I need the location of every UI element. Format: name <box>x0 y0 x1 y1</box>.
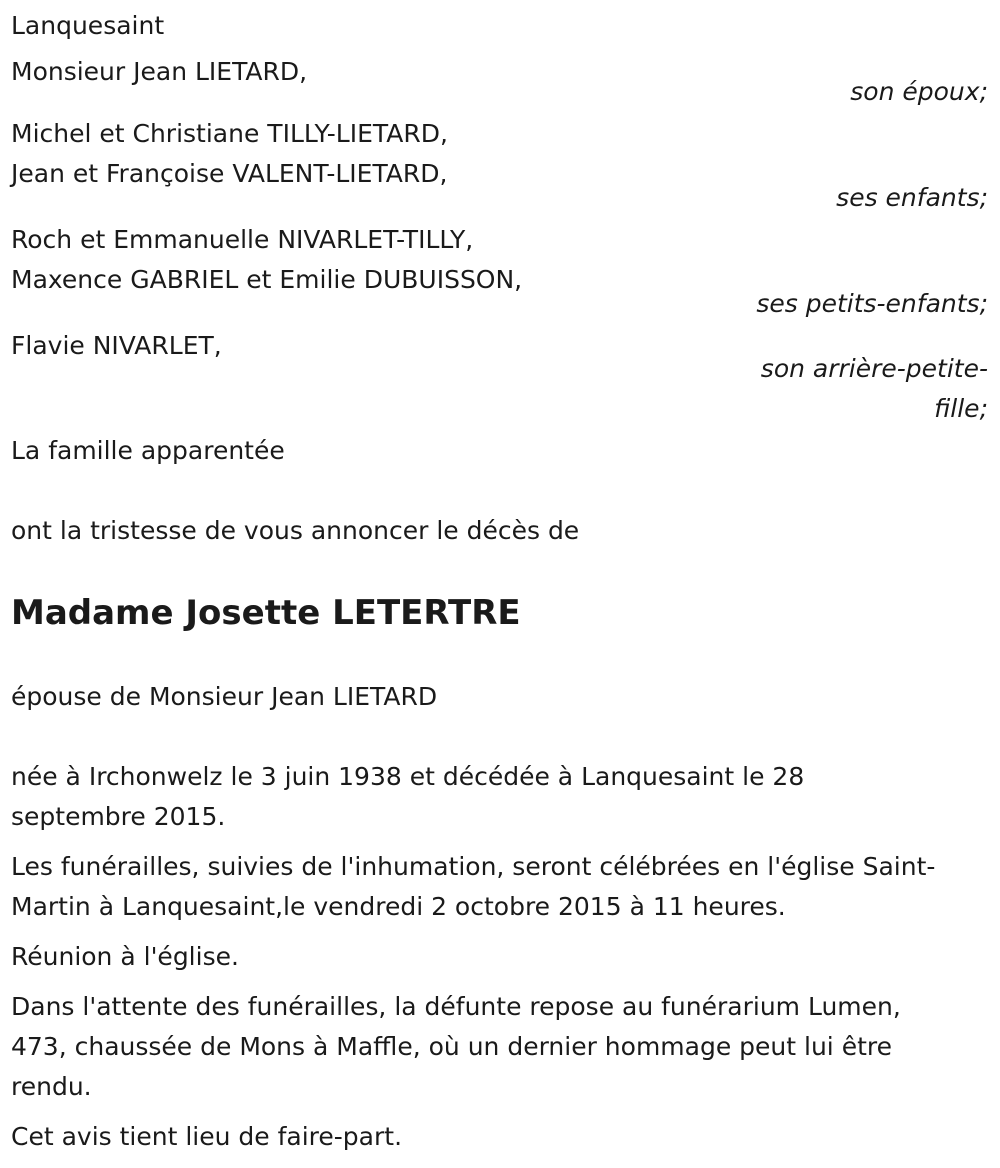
family-relation: ses petits-enfants; <box>756 289 988 318</box>
family-group-grandchildren <box>11 220 990 324</box>
wake-line: rendu. <box>11 1072 92 1101</box>
deceased-name: Madame Josette LETERTRE <box>11 593 521 633</box>
family-name: Roch et Emmanuelle NIVARLET-TILLY, <box>11 225 474 254</box>
locality: Lanquesaint <box>11 11 165 40</box>
family-name: Michel et Christiane TILLY-LIETARD, <box>11 119 448 148</box>
birth-death-line: née à Irchonwelz le 3 juin 1938 et décédée à Lanquesaint le 28 <box>11 762 805 791</box>
family-relation: son époux; <box>850 77 988 106</box>
meeting-info: Réunion à l'église. <box>11 942 239 971</box>
birth-death-line: septembre 2015. <box>11 802 226 831</box>
related-family: La famille apparentée <box>11 436 285 465</box>
funeral-info <box>11 847 990 927</box>
family-relation: son arrière-petite- <box>760 354 988 383</box>
spouse-of: épouse de Monsieur Jean LIETARD <box>11 682 438 711</box>
wake-line: Dans l'attente des funérailles, la défunte repose au funérarium Lumen, <box>11 992 901 1021</box>
notice: Cet avis tient lieu de faire-part. <box>11 1122 403 1151</box>
family-group-great-grandchild <box>11 326 990 429</box>
family-name: Flavie NIVARLET, <box>11 331 222 360</box>
birth-death <box>11 757 990 837</box>
funeral-line: Martin à Lanquesaint,le vendredi 2 octobre 2015 à 11 heures. <box>11 892 786 921</box>
family-name: Monsieur Jean LIETARD, <box>11 57 308 86</box>
wake-line: 473, chaussée de Mons à Maffle, où un dernier hommage peut lui être <box>11 1032 892 1061</box>
funeral-line: Les funérailles, suivies de l'inhumation, seront célébrées en l'église Saint- <box>11 852 936 881</box>
family-relation: ses enfants; <box>836 183 988 212</box>
family-group-spouse <box>11 52 990 112</box>
family-name: Jean et Françoise VALENT-LIETARD, <box>11 159 448 188</box>
family-relation: fille; <box>934 394 988 423</box>
family-name: Maxence GABRIEL et Emilie DUBUISSON, <box>11 265 523 294</box>
family-group-children <box>11 114 990 218</box>
announcement: ont la tristesse de vous annoncer le décès de <box>11 516 580 545</box>
wake-info <box>11 987 990 1107</box>
